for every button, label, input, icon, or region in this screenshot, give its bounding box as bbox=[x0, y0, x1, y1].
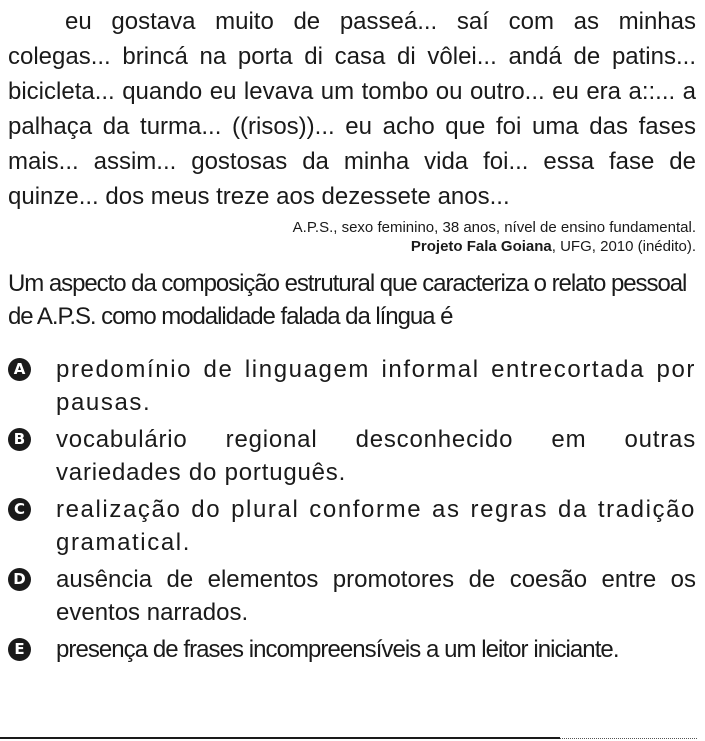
page-bottom-dotted-line bbox=[560, 738, 697, 739]
option-a[interactable] bbox=[8, 353, 696, 419]
option-b[interactable] bbox=[8, 423, 696, 489]
citation-project-name: Projeto Fala Goiana bbox=[410, 238, 552, 255]
option-b-badge: B bbox=[8, 428, 31, 451]
citation-project-details: , UFG, 2010 (inédito). bbox=[551, 238, 696, 255]
passage-text: eu gostava muito de passeá... saí com as minhas colegas... brincá na porta di casa di vôlei... andá de patins... bicicleta... quando eu levava um tombo ou outro... eu era a::... a palhaça da turma... ((risos))... eu acho que foi uma das fases mais... assim... gostosas da minha vida foi... essa fase de quinze... dos meus treze aos dezessete anos... bbox=[8, 8, 696, 210]
option-c-text: realização do plural conforme as regras da tradição gramatical. bbox=[56, 496, 696, 556]
question-stem: Um aspecto da composição estrutural que caracteriza o relato pessoal de A.P.S. como modalidade falada da língua é bbox=[8, 270, 687, 330]
option-b-text: vocabulário regional desconhecido em outras variedades do português. bbox=[56, 426, 696, 486]
option-c[interactable] bbox=[8, 493, 696, 559]
option-d-badge: D bbox=[8, 568, 31, 591]
option-e[interactable] bbox=[8, 633, 696, 666]
option-d-text: ausência de elementos promotores de coesão entre os eventos narrados. bbox=[56, 566, 696, 626]
citation-speaker: A.P.S., sexo feminino, 38 anos, nível de ensino fundamental. bbox=[292, 219, 696, 236]
option-e-badge: E bbox=[8, 638, 31, 661]
question-page bbox=[8, 0, 696, 670]
option-a-badge: A bbox=[8, 358, 31, 381]
option-a-text: predomínio de linguagem informal entrecortada por pausas. bbox=[56, 356, 696, 416]
option-c-badge: C bbox=[8, 498, 31, 521]
answer-options bbox=[8, 353, 696, 666]
page-bottom-rule bbox=[0, 737, 560, 739]
option-d[interactable] bbox=[8, 563, 696, 629]
option-e-text: presença de frases incompreensíveis a um leitor iniciante. bbox=[56, 636, 619, 663]
citation-source bbox=[8, 237, 696, 256]
citation bbox=[8, 218, 696, 256]
